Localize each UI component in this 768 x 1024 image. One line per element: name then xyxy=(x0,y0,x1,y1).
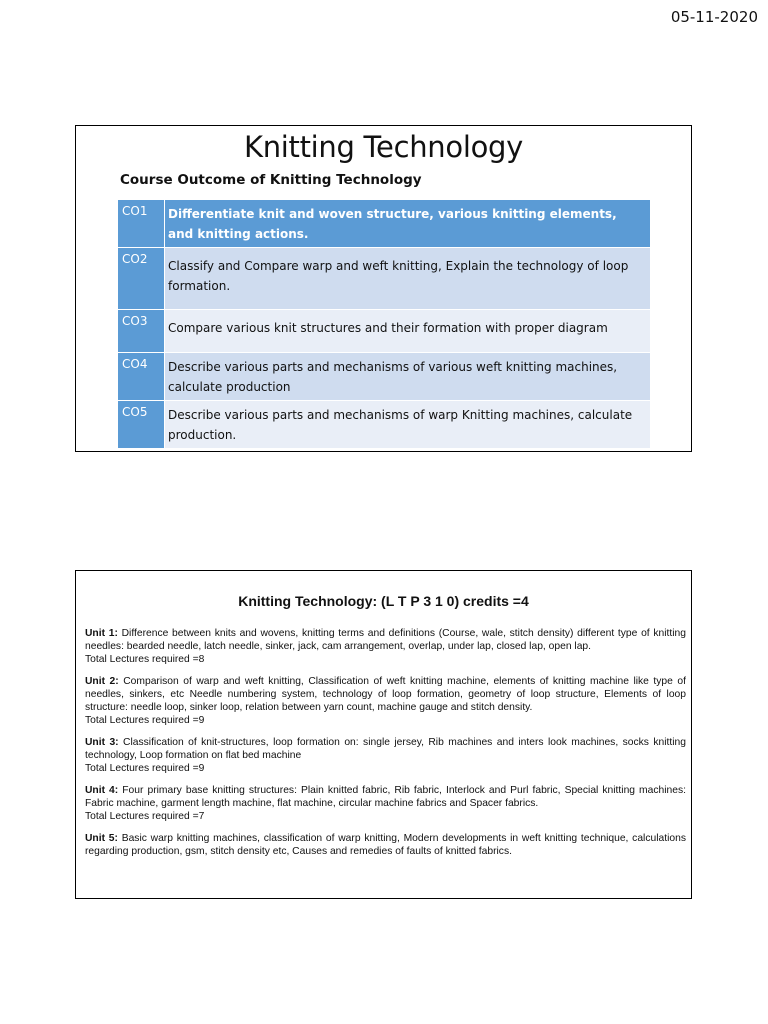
unit-text: Comparison of warp and weft knitting, Classification of weft knitting machine, elements of knitting machine like type of needles, sinkers, etc Needle numbering system, technology of loop formation, geometry of loop structure, Elements of loop structure: needle loop, sinker loop, relation between yarn count, machine gauge and stitch density. xyxy=(85,676,686,713)
unit-label: Unit 4: xyxy=(85,785,119,796)
outcome-code: CO3 xyxy=(118,310,165,353)
course-outcome-table xyxy=(117,199,651,449)
slide-title: Knitting Technology xyxy=(243,130,523,164)
outcome-description: Compare various knit structures and their formation with proper diagram xyxy=(165,310,651,353)
unit-text: Difference between knits and wovens, knitting terms and definitions (Course, wale, stitch density) different type of knitting needles: bearded needle, latch needle, sinker, jack, cam arrangement, overlap, under lap, closed lap, open lap. xyxy=(85,628,686,652)
table-row xyxy=(118,401,651,449)
unit-body xyxy=(85,736,686,762)
unit-text: Classification of knit-structures, loop formation on: single jersey, Rib machines and inters look machines, socks knitting technology, Loop formation on flat bed machine xyxy=(85,737,686,761)
outcome-description: Describe various parts and mechanisms of various weft knitting machines, calculate production xyxy=(165,353,651,401)
outcome-code: CO4 xyxy=(118,353,165,401)
unit-lectures: Total Lectures required =8 xyxy=(85,654,205,665)
unit-label: Unit 1: xyxy=(85,628,118,639)
unit-item xyxy=(85,627,686,666)
unit-body xyxy=(85,675,686,714)
slide-subtitle: Course Outcome of Knitting Technology xyxy=(120,172,422,188)
unit-label: Unit 3: xyxy=(85,737,119,748)
unit-text: Basic warp knitting machines, classification of warp knitting, Modern developments in weft knitting technique, calculations regarding production, gsm, stitch density etc, Causes and remedies of faults of knitted fabrics. xyxy=(85,833,686,857)
outcome-description: Differentiate knit and woven structure, various knitting elements, and knitting actions. xyxy=(165,200,651,248)
outcome-description: Classify and Compare warp and weft knitting, Explain the technology of loop formation. xyxy=(165,248,651,310)
outcome-code: CO1 xyxy=(118,200,165,248)
unit-body xyxy=(85,832,686,858)
unit-text: Four primary base knitting structures: Plain knitted fabric, Rib fabric, Interlock and Purl fabric, Special knitting machines: Fabric machine, garment length machine, flat machine, circular machine fabrics and Spacer fabrics. xyxy=(85,785,686,809)
slide-syllabus xyxy=(75,570,692,899)
unit-label: Unit 2: xyxy=(85,676,119,687)
unit-item xyxy=(85,736,686,775)
table-row xyxy=(118,200,651,248)
outcome-code: CO5 xyxy=(118,401,165,449)
outcome-code: CO2 xyxy=(118,248,165,310)
unit-lectures: Total Lectures required =9 xyxy=(85,763,205,774)
table-row xyxy=(118,353,651,401)
unit-list xyxy=(85,627,686,867)
table-row xyxy=(118,310,651,353)
unit-item xyxy=(85,784,686,823)
unit-lectures: Total Lectures required =9 xyxy=(85,715,205,726)
table-row xyxy=(118,248,651,310)
unit-body xyxy=(85,784,686,810)
unit-item xyxy=(85,675,686,727)
outcome-description: Describe various parts and mechanisms of warp Knitting machines, calculate production. xyxy=(165,401,651,449)
unit-body xyxy=(85,627,686,653)
slide-course-outcomes xyxy=(75,125,692,452)
page-date: 05-11-2020 xyxy=(670,8,758,26)
unit-item xyxy=(85,832,686,858)
unit-lectures: Total Lectures required =7 xyxy=(85,811,205,822)
unit-label: Unit 5: xyxy=(85,833,118,844)
syllabus-heading: Knitting Technology: (L T P 3 1 0) credits =4 xyxy=(238,593,529,609)
